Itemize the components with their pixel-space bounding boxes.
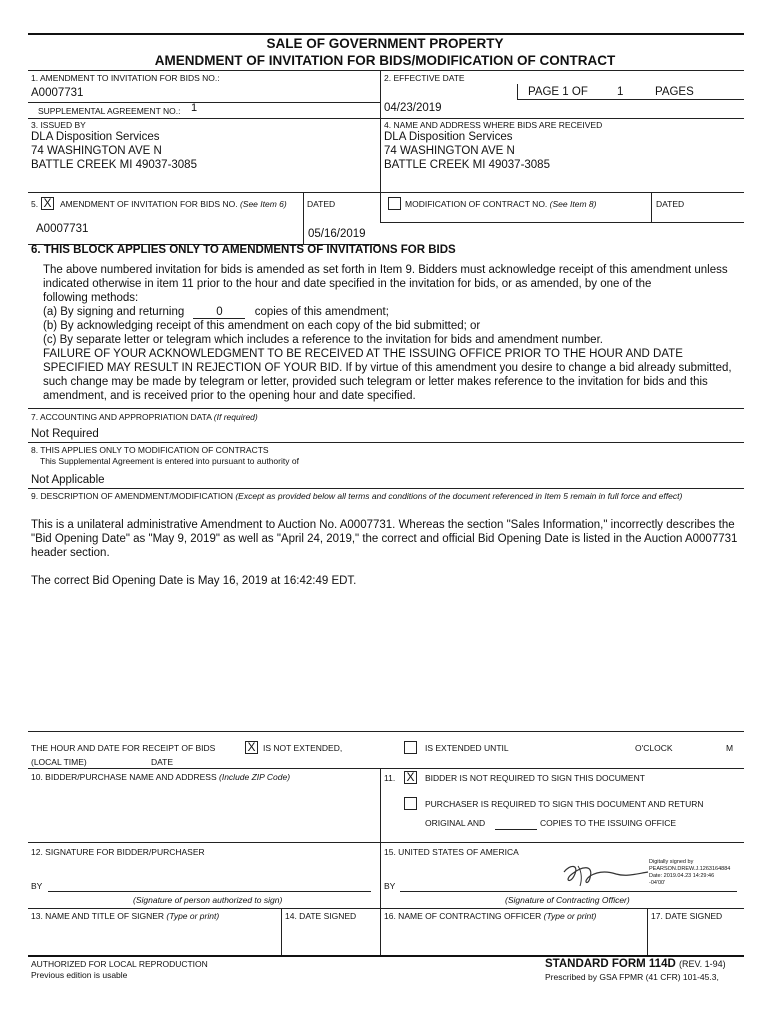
- rule: [28, 908, 744, 909]
- item5-dated-label: DATED: [307, 199, 336, 209]
- divider: [647, 908, 648, 955]
- divider: [651, 192, 652, 222]
- item12-label: 12. SIGNATURE FOR BIDDER/PURCHASER: [31, 847, 205, 857]
- top-rule: [28, 33, 744, 35]
- divider: [380, 118, 381, 192]
- item2-label: 2. EFFECTIVE DATE: [384, 73, 465, 83]
- item1-label: 1. AMENDMENT TO INVITATION FOR BIDS NO.:: [31, 73, 220, 83]
- issued-by-line3: BATTLE CREEK MI 49037-3085: [31, 159, 197, 171]
- item9-label: 9. DESCRIPTION OF AMENDMENT/MODIFICATION (Except as provided below all terms and conditions of the document referenced in Item 5 remain in full force and effect): [31, 491, 683, 501]
- item4-label: 4. NAME AND ADDRESS WHERE BIDS ARE RECEIVED: [384, 120, 603, 130]
- rule: [380, 222, 744, 223]
- officer-signature-graphic: [560, 858, 652, 890]
- modification-authority: Not Applicable: [31, 474, 105, 486]
- officer-signature-caption: (Signature of Contracting Officer): [505, 895, 630, 905]
- item7-label: 7. ACCOUNTING AND APPROPRIATION DATA (If required): [31, 412, 258, 422]
- description-line2: "Bid Opening Date" as "May 9, 2019" as well as "April 24, 2019," the correct and official Bid Opening Date is listed in the Auction A0007731: [31, 533, 738, 545]
- amendment-invitation-number: A0007731: [36, 223, 89, 235]
- receipt-date-label: DATE: [151, 757, 174, 767]
- page-label: PAGE 1 OF: [528, 86, 588, 98]
- issued-by-line2: 74 WASHINGTON AVE N: [31, 145, 162, 157]
- item6-failure4: amendment, and is received prior to the opening hour and date specified.: [43, 390, 416, 402]
- item3-label: 3. ISSUED BY: [31, 120, 86, 130]
- accounting-data: Not Required: [31, 428, 99, 440]
- not-extended-checkbox[interactable]: X: [245, 741, 258, 754]
- divider: [517, 84, 518, 99]
- amendment-number: A0007731: [31, 87, 84, 99]
- amendment-dated: 05/16/2019: [308, 228, 366, 240]
- amendment-checkbox[interactable]: X: [41, 197, 54, 210]
- bidder-signature-line[interactable]: [48, 891, 371, 892]
- footer-form-number: STANDARD FORM 114D (REV. 1-94): [545, 958, 726, 970]
- item6-text3: following methods:: [43, 292, 139, 304]
- description-line3: header section.: [31, 547, 110, 559]
- officer-by-label: BY: [384, 881, 396, 891]
- description-line4: The correct Bid Opening Date is May 16, 2019 at 16:42:49 EDT.: [31, 575, 357, 587]
- not-extended-label: IS NOT EXTENDED,: [263, 743, 343, 753]
- item6-option-c: (c) By separate letter or telegram which includes a reference to the invitation for bids and amendment number.: [43, 334, 603, 346]
- description-line1: This is a unilateral administrative Amendment to Auction No. A0007731. Whereas the section "Sales Information," incorrectly describes the: [31, 519, 735, 531]
- bottom-rule: [28, 955, 744, 957]
- item8-subtext: This Supplemental Agreement is entered into pursuant to authority of: [40, 456, 299, 466]
- page-total: 1: [617, 86, 624, 98]
- rule: [28, 192, 744, 193]
- extended-checkbox[interactable]: [404, 741, 417, 754]
- m-label: M: [726, 743, 734, 753]
- digital-signature-stamp: Digitally signed by PEARSON.DREW.J.1263164884 Date: 2019.04.23 14:29:46 -04'00': [649, 859, 731, 886]
- item13-label: 13. NAME AND TITLE OF SIGNER (Type or print): [31, 911, 220, 921]
- rule: [28, 442, 744, 443]
- item11-num: 11.: [384, 773, 396, 783]
- item5-num: 5.: [31, 199, 39, 209]
- bidder-not-required-checkbox[interactable]: X: [404, 771, 417, 784]
- receipt-label: THE HOUR AND DATE FOR RECEIPT OF BIDS: [31, 743, 216, 753]
- issued-by-line1: DLA Disposition Services: [31, 131, 160, 143]
- item5-label: AMENDMENT OF INVITATION FOR BIDS NO. (See Item 6): [60, 199, 287, 209]
- rule: [28, 70, 744, 71]
- effective-date: 04/23/2019: [384, 102, 442, 114]
- rule: [28, 488, 744, 489]
- rule: [28, 768, 744, 769]
- copies-label: COPIES TO THE ISSUING OFFICE: [540, 818, 677, 828]
- bidder-by-label: BY: [31, 881, 43, 891]
- bidder-signature-caption: (Signature of person authorized to sign): [133, 895, 283, 905]
- rule: [28, 118, 744, 119]
- item6-option-b: (b) By acknowledging receipt of this amendment on each copy of the bid submitted; or: [43, 320, 481, 332]
- item6-text1: The above numbered invitation for bids is amended as set forth in Item 9. Bidders must acknowledge receipt of this amendment unless: [43, 264, 728, 276]
- modification-checkbox[interactable]: [388, 197, 401, 210]
- form-subtitle: AMENDMENT OF INVITATION FOR BIDS/MODIFICATION OF CONTRACT: [154, 53, 616, 68]
- divider: [380, 192, 381, 222]
- supplemental-label: SUPPLEMENTAL AGREEMENT NO.:: [38, 106, 181, 116]
- modification-dated-label: DATED: [656, 199, 685, 209]
- divider: [380, 70, 381, 118]
- item6-heading: 6. THIS BLOCK APPLIES ONLY TO AMENDMENTS OF INVITATIONS FOR BIDS: [31, 244, 456, 256]
- divider: [380, 908, 381, 955]
- rule: [28, 408, 744, 409]
- original-and-label: ORIGINAL AND: [425, 818, 486, 828]
- form-title: SALE OF GOVERNMENT PROPERTY: [266, 36, 504, 51]
- item15-label: 15. UNITED STATES OF AMERICA: [384, 847, 519, 857]
- officer-signature-line[interactable]: [400, 891, 737, 892]
- footer-authorized: AUTHORIZED FOR LOCAL REPRODUCTION: [31, 959, 208, 969]
- item17-label: 17. DATE SIGNED: [651, 911, 723, 921]
- item6-failure2: SPECIFIED MAY RESULT IN REJECTION OF YOUR BID. If by virtue of this amendment you desire to change a bid already submitted,: [43, 362, 732, 374]
- divider: [303, 192, 304, 244]
- footer-prescribed: Prescribed by GSA FPMR (41 CFR) 101-45.3,: [545, 972, 719, 982]
- rule: [28, 731, 744, 732]
- purchaser-required-label: PURCHASER IS REQUIRED TO SIGN THIS DOCUMENT AND RETURN: [425, 799, 704, 809]
- extended-label: IS EXTENDED UNTIL: [425, 743, 509, 753]
- purchaser-required-checkbox[interactable]: [404, 797, 417, 810]
- bidder-not-required-label: BIDDER IS NOT REQUIRED TO SIGN THIS DOCUMENT: [425, 773, 645, 783]
- pages-label: PAGES: [655, 86, 694, 98]
- bids-address-line1: DLA Disposition Services: [384, 131, 513, 143]
- divider: [380, 768, 381, 908]
- rule: [28, 842, 744, 843]
- item6-text2: indicated otherwise in item 11 prior to the hour and date specified in the invitation for bids, or as amended, by one of the: [43, 278, 652, 290]
- divider: [281, 908, 282, 955]
- item10-label: 10. BIDDER/PURCHASE NAME AND ADDRESS (Include ZIP Code): [31, 772, 291, 782]
- item16-label: 16. NAME OF CONTRACTING OFFICER (Type or print): [384, 911, 597, 921]
- bids-address-line2: 74 WASHINGTON AVE N: [384, 145, 515, 157]
- item14-label: 14. DATE SIGNED: [285, 911, 357, 921]
- copies-count-line[interactable]: [495, 829, 537, 830]
- rule: [28, 102, 380, 103]
- modification-label: MODIFICATION OF CONTRACT NO. (See Item 8): [405, 199, 597, 209]
- footer-previous-edition: Previous edition is usable: [31, 970, 128, 980]
- oclock-label: O'CLOCK: [635, 743, 673, 753]
- bids-address-line3: BATTLE CREEK MI 49037-3085: [384, 159, 550, 171]
- rule: [517, 99, 744, 100]
- item6-option-a: (a) By signing and returning 0 copies of this amendment;: [43, 306, 389, 318]
- item6-failure1: FAILURE OF YOUR ACKNOWLEDGMENT TO BE RECEIVED AT THE ISSUING OFFICE PRIOR TO THE HOUR AND DATE: [43, 348, 683, 360]
- item8-label: 8. THIS APPLIES ONLY TO MODIFICATION OF CONTRACTS: [31, 445, 269, 455]
- supplemental-number: 1: [191, 102, 198, 114]
- receipt-local-time-label: (LOCAL TIME): [31, 757, 87, 767]
- item6-failure3: such change may be made by telegram or letter, provided such telegram or letter makes reference to the invitation for bids and this: [43, 376, 708, 388]
